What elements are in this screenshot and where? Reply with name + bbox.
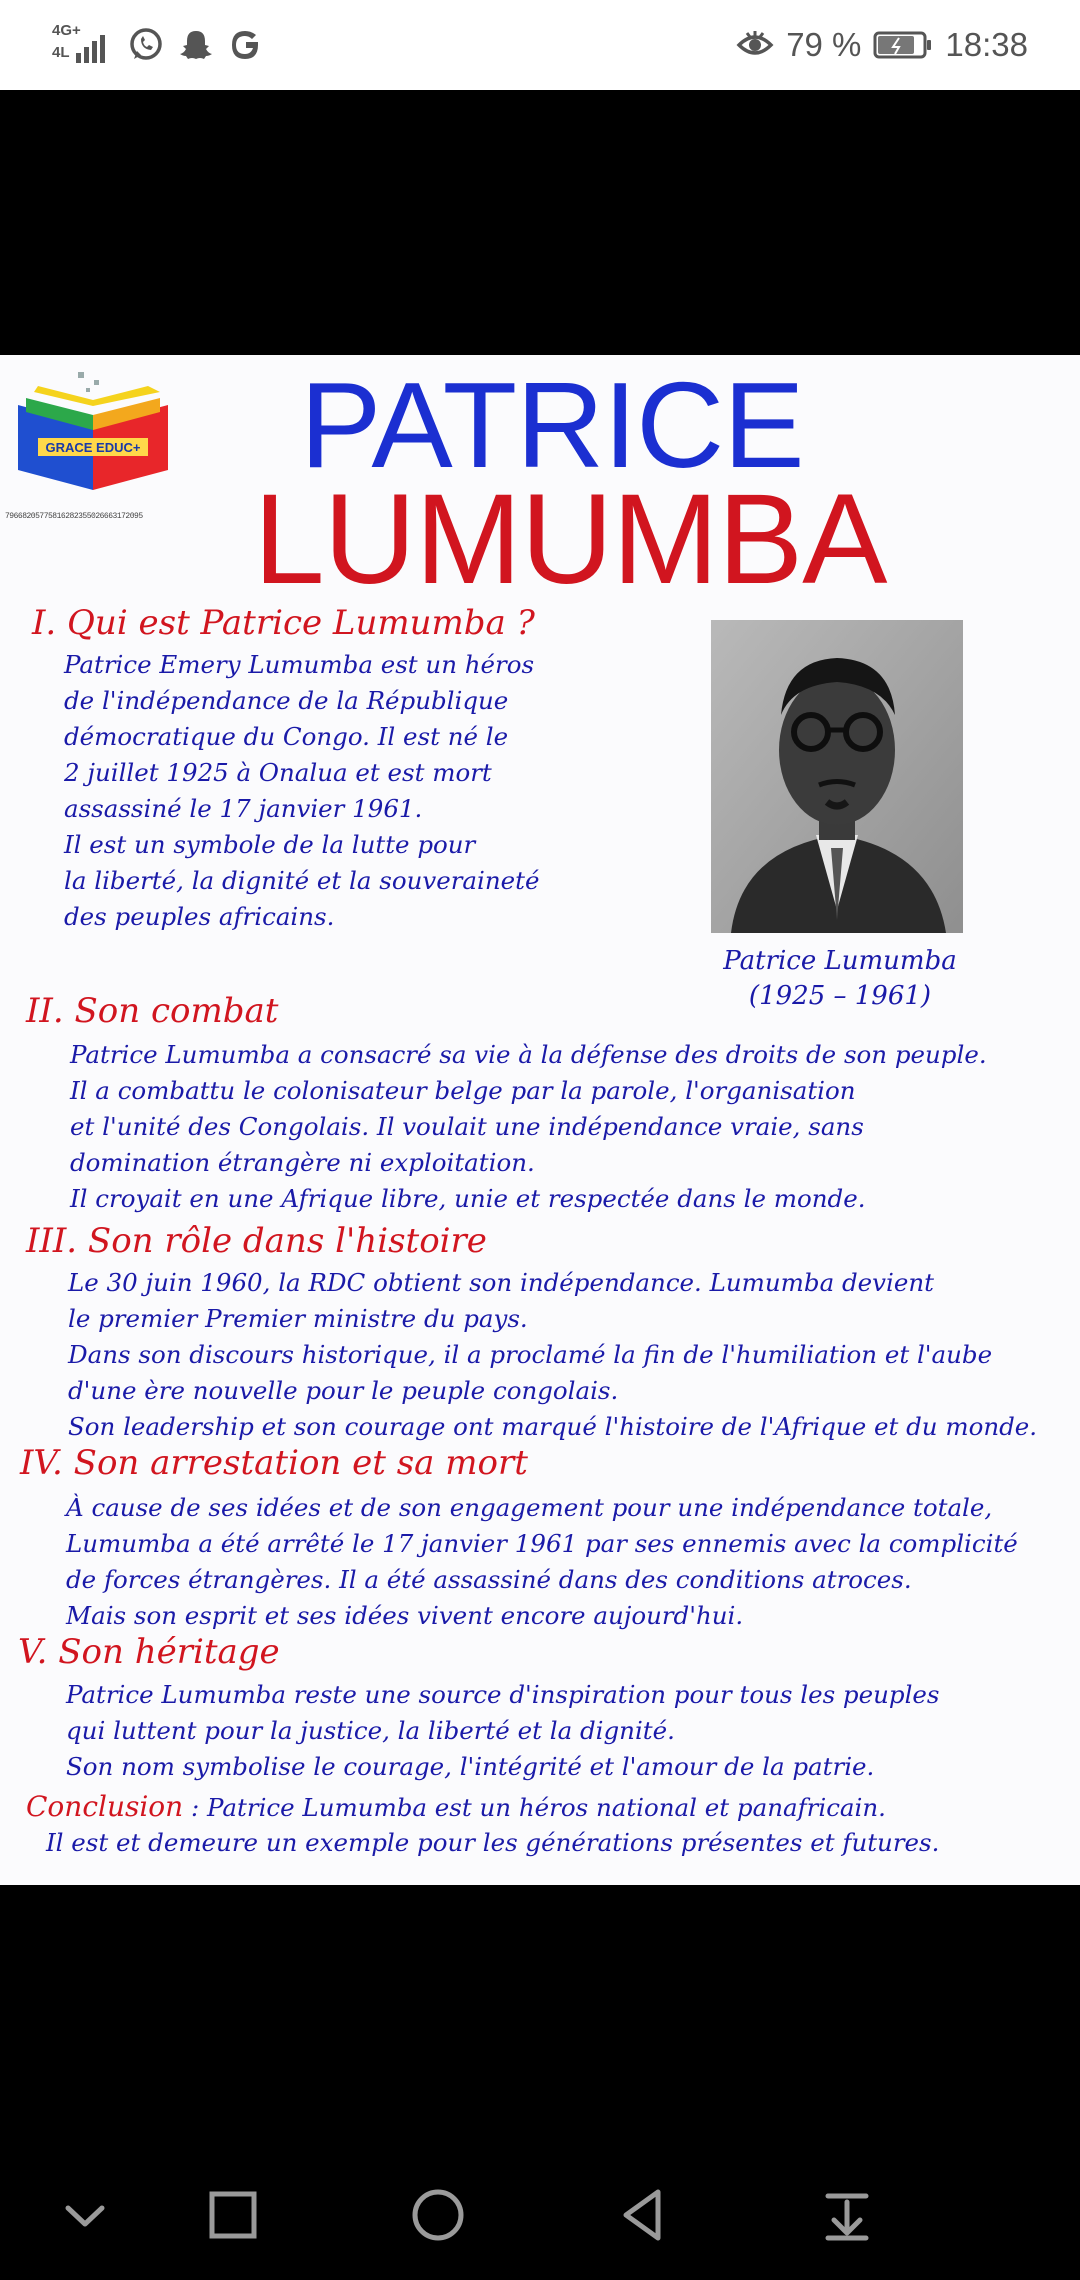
section-3-line: Le 30 juin 1960, la RDC obtient son indépendance. Lumumba devient xyxy=(68,1268,934,1297)
section-2-body xyxy=(70,1037,987,1217)
section-1-line: la liberté, la dignité et la souveraineté xyxy=(64,866,540,895)
snapchat-icon xyxy=(178,27,214,63)
title-line-1: PATRICE xyxy=(300,357,804,493)
section-4-line: Mais son esprit et ses idées vivent encore aujourd'hui. xyxy=(66,1601,744,1630)
battery-percent: 79 % xyxy=(786,26,862,63)
section-4-heading: IV. Son arrestation et sa mort xyxy=(20,1443,528,1483)
google-icon xyxy=(228,27,264,63)
section-2-line: Il a combattu le colonisateur belge par la parole, l'organisation xyxy=(70,1076,856,1105)
section-4-body xyxy=(66,1490,1018,1634)
photo-caption-years: (1925 – 1961) xyxy=(748,981,932,1011)
section-2-line: Patrice Lumumba a consacré sa vie à la défense des droits de son peuple. xyxy=(70,1040,987,1069)
grace-educ-logo xyxy=(8,370,178,495)
section-1-line: des peuples africains. xyxy=(64,902,335,931)
section-3-heading: III. Son rôle dans l'histoire xyxy=(26,1221,487,1261)
section-1-heading: I. Qui est Patrice Lumumba ? xyxy=(32,603,535,643)
title-line-2: LUMUMBA xyxy=(253,468,887,611)
logo-code: 79668205775816282355026663172095 xyxy=(5,512,143,521)
section-1-body xyxy=(64,647,539,935)
network-sub-label: 4L xyxy=(52,44,70,61)
section-5-body xyxy=(66,1677,939,1785)
logo-text: GRACE EDUC+ xyxy=(45,440,141,455)
lumumba-portrait-photo xyxy=(711,620,963,933)
section-3-line: le premier Premier ministre du pays. xyxy=(68,1304,528,1333)
lumumba-poster[interactable] xyxy=(0,355,1080,1885)
section-2-line: Il croyait en une Afrique libre, unie et respectée dans le monde. xyxy=(70,1184,866,1213)
section-2-line: et l'unité des Congolais. Il voulait une indépendance vraie, sans xyxy=(70,1112,864,1141)
section-1-line: de l'indépendance de la République xyxy=(64,686,509,715)
notifications-down-icon[interactable] xyxy=(812,2180,882,2250)
section-2-heading: II. Son combat xyxy=(26,991,279,1031)
section-5-line: Son nom symbolise le courage, l'intégrité et l'amour de la patrie. xyxy=(66,1752,875,1781)
signal-icon xyxy=(52,23,114,67)
conclusion-line-1 xyxy=(26,1789,939,1825)
section-4-line: À cause de ses idées et de son engagement pour une indépendance totale, xyxy=(66,1493,993,1522)
conclusion-line-2: Il est et demeure un exemple pour les générations présentes et futures. xyxy=(46,1828,940,1857)
status-right xyxy=(736,20,1028,70)
collapse-icon[interactable] xyxy=(50,2180,120,2250)
section-4-line: de forces étrangères. Il a été assassiné dans des conditions atroces. xyxy=(66,1565,912,1594)
conclusion-text-1: : Patrice Lumumba est un héros national et panafricain. xyxy=(183,1793,886,1822)
photo-caption xyxy=(700,944,980,1014)
section-1-line: Il est un symbole de la lutte pour xyxy=(64,830,476,859)
eye-comfort-icon xyxy=(736,27,774,63)
section-3-line: Son leadership et son courage ont marqué l'histoire de l'Afrique et du monde. xyxy=(68,1412,1038,1441)
section-5-heading: V. Son héritage xyxy=(18,1632,280,1672)
section-1-line: démocratique du Congo. Il est né le xyxy=(64,722,509,751)
section-3-body xyxy=(68,1265,1037,1445)
recents-icon[interactable] xyxy=(198,2180,268,2250)
photo-caption-name: Patrice Lumumba xyxy=(723,946,957,976)
section-1-line: Patrice Emery Lumumba est un héros xyxy=(64,650,535,679)
conclusion-label: Conclusion xyxy=(26,1790,184,1823)
section-3-line: d'une ère nouvelle pour le peuple congolais. xyxy=(68,1376,619,1405)
section-1-line: assassiné le 17 janvier 1961. xyxy=(64,794,423,823)
section-5-line: Patrice Lumumba reste une source d'inspiration pour tous les peuples xyxy=(66,1680,940,1709)
clock: 18:38 xyxy=(945,26,1028,63)
section-4-line: Lumumba a été arrêté le 17 janvier 1961 par ses ennemis avec la complicité xyxy=(66,1529,1018,1558)
whatsapp-icon xyxy=(128,27,164,63)
back-icon[interactable] xyxy=(608,2180,678,2250)
section-2-line: domination étrangère ni exploitation. xyxy=(70,1148,535,1177)
status-bar xyxy=(0,0,1080,90)
section-5-line: qui luttent pour la justice, la liberté et la dignité. xyxy=(66,1716,675,1745)
navigation-bar xyxy=(0,2150,1080,2280)
conclusion xyxy=(26,1789,939,1861)
network-type-label: 4G+ xyxy=(52,22,81,39)
section-3-line: Dans son discours historique, il a proclamé la fin de l'humiliation et l'aube xyxy=(68,1340,993,1369)
home-icon[interactable] xyxy=(403,2180,473,2250)
status-left xyxy=(52,20,264,70)
battery-icon xyxy=(873,30,933,60)
section-1-line: 2 juillet 1925 à Onalua et est mort xyxy=(64,758,492,787)
